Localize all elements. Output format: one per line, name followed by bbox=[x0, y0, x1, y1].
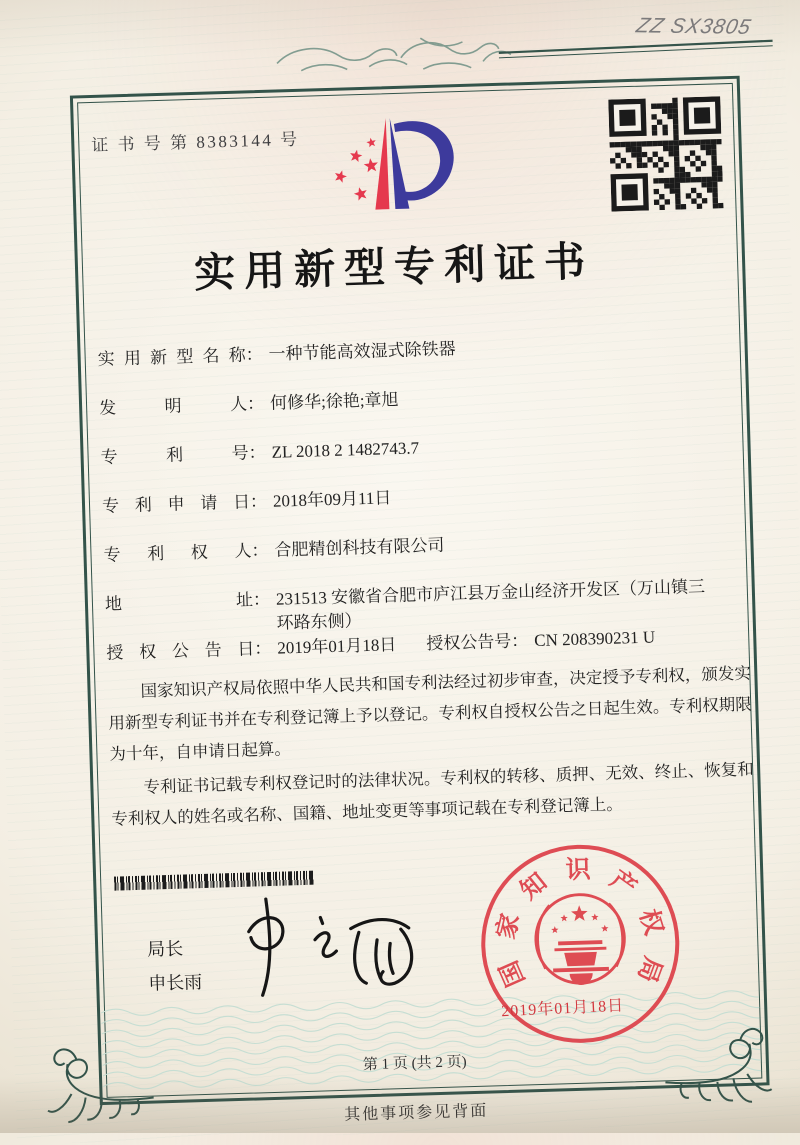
qr-module bbox=[662, 125, 667, 130]
qr-module bbox=[673, 124, 678, 129]
qr-module bbox=[654, 189, 659, 194]
qr-module bbox=[664, 178, 669, 183]
qr-module bbox=[696, 166, 701, 171]
qr-module bbox=[620, 142, 625, 147]
qr-module bbox=[663, 130, 668, 135]
qr-module bbox=[712, 187, 717, 192]
field-row-name: 实用新型名称 ： 一种节能高效湿式除铁器 bbox=[97, 329, 718, 396]
qr-module bbox=[690, 161, 695, 166]
qr-module bbox=[717, 171, 722, 176]
qr-module bbox=[615, 153, 620, 158]
seal-character: 产 bbox=[605, 865, 642, 903]
qr-module bbox=[707, 177, 712, 182]
qr-module bbox=[701, 177, 706, 182]
qr-module bbox=[665, 199, 670, 204]
qr-module bbox=[672, 103, 677, 108]
qr-module bbox=[690, 150, 695, 155]
qr-module bbox=[631, 152, 636, 157]
seal-date: 2019年01月18日 bbox=[500, 997, 625, 1021]
officer-block bbox=[147, 931, 203, 1001]
qr-module bbox=[691, 198, 696, 203]
field-row-grant: 授权公告日 ： 2019年01月18日 授权公告号 ： CN 208390231 U bbox=[106, 623, 727, 690]
qr-module bbox=[636, 152, 641, 157]
star-icon bbox=[551, 926, 559, 933]
officer-name: 申长雨 bbox=[147, 972, 203, 994]
signature-handwriting bbox=[228, 884, 431, 1005]
qr-module bbox=[662, 103, 667, 108]
page-number: 第 1 页 (共 2 页) bbox=[362, 1054, 467, 1074]
qr-module bbox=[642, 162, 647, 167]
qr-module bbox=[651, 104, 656, 109]
qr-module bbox=[711, 144, 716, 149]
field-row-inventors: 发明人 ： 何修华;徐艳;章旭 bbox=[99, 378, 720, 445]
field-row-filing-date: 专利申请日 ： 2018年09月11日 bbox=[102, 476, 723, 543]
qr-module bbox=[673, 140, 678, 145]
qr-module bbox=[712, 182, 717, 187]
qr-module bbox=[711, 160, 716, 165]
star-icon bbox=[571, 905, 588, 921]
qr-module bbox=[674, 162, 679, 167]
qr-module bbox=[712, 176, 717, 181]
seal-character: 识 bbox=[565, 856, 591, 885]
qr-module bbox=[697, 204, 702, 209]
field-label: 授权公告号 bbox=[426, 631, 512, 654]
cnipa-logo bbox=[324, 110, 478, 238]
qr-module bbox=[647, 141, 652, 146]
qr-module bbox=[674, 146, 679, 151]
qr-module bbox=[684, 140, 689, 145]
qr-module bbox=[675, 188, 680, 193]
qr-module bbox=[652, 141, 657, 146]
qr-module bbox=[701, 182, 706, 187]
qr-module bbox=[679, 140, 684, 145]
qr-module bbox=[642, 152, 647, 157]
qr-module bbox=[675, 199, 680, 204]
qr-module bbox=[717, 166, 722, 171]
qr-module bbox=[712, 166, 717, 171]
qr-module bbox=[696, 177, 701, 182]
star-icon bbox=[350, 150, 362, 163]
qr-module bbox=[700, 139, 705, 144]
qr-module bbox=[667, 114, 672, 119]
field-label: 实用新型名称 bbox=[97, 345, 246, 369]
field-value: 2019年01月18日 bbox=[277, 635, 397, 658]
seal-character: 家 bbox=[492, 911, 525, 942]
qr-module bbox=[663, 141, 668, 146]
legal-text bbox=[107, 658, 755, 838]
certificate-title: 实用新型专利证书 bbox=[193, 238, 595, 296]
qr-module bbox=[647, 157, 652, 162]
field-label: 专利号 bbox=[100, 443, 249, 467]
qr-module bbox=[685, 172, 690, 177]
qr-module bbox=[674, 156, 679, 161]
qr-module bbox=[626, 147, 631, 152]
field-value: 一种节能高效湿式除铁器 bbox=[268, 339, 456, 364]
qr-module bbox=[669, 183, 674, 188]
qr-module bbox=[673, 114, 678, 119]
qr-module bbox=[673, 135, 678, 140]
qr-module bbox=[662, 109, 667, 114]
national-emblem bbox=[529, 887, 632, 994]
qr-module bbox=[668, 140, 673, 145]
field-value: ZL 2018 2 1482743.7 bbox=[271, 438, 420, 462]
qr-module bbox=[672, 98, 677, 103]
star-icon bbox=[335, 170, 347, 183]
qr-module bbox=[625, 142, 630, 147]
qr-module bbox=[659, 178, 664, 183]
qr-module bbox=[652, 152, 657, 157]
field-row-address: 地址 ： 231513 安徽省合肥市庐江县万金山经济开发区（万山镇三环路东侧） bbox=[105, 574, 726, 641]
qr-module bbox=[667, 103, 672, 108]
qr-module bbox=[685, 156, 690, 161]
certificate-number: 证 书 号 第 8383144 号 bbox=[91, 129, 300, 155]
qr-module bbox=[626, 163, 631, 168]
field-value: 231513 安徽省合肥市庐江县万金山经济开发区（万山镇三环路东侧） bbox=[275, 576, 706, 633]
qr-module bbox=[657, 119, 662, 124]
star-icon bbox=[364, 158, 379, 172]
qr-module bbox=[641, 141, 646, 146]
qr-module bbox=[652, 130, 657, 135]
legal-paragraph-2: 专利证书记载专利权登记时的法律状况。专利权的转移、质押、无效、终止、恢复和专利权人的姓名或名称、国籍、地址变更等事项记载在专利登记簿上。 bbox=[111, 759, 754, 829]
qr-module bbox=[685, 177, 690, 182]
qr-module bbox=[712, 192, 717, 197]
qr-module bbox=[673, 119, 678, 124]
qr-module bbox=[717, 176, 722, 181]
qr-module bbox=[669, 178, 674, 183]
qr-module bbox=[663, 162, 668, 167]
qr-module bbox=[670, 188, 675, 193]
qr-module bbox=[637, 157, 642, 162]
field-row-patentee: 专利权人 ： 合肥精创科技有限公司 bbox=[103, 525, 724, 592]
qr-module bbox=[621, 158, 626, 163]
qr-module bbox=[675, 204, 680, 209]
qr-module bbox=[664, 183, 669, 188]
qr-module bbox=[695, 156, 700, 161]
qr-module bbox=[706, 150, 711, 155]
qr-module bbox=[673, 108, 678, 113]
qr-module bbox=[659, 205, 664, 210]
star-icon bbox=[591, 913, 599, 920]
qr-module bbox=[668, 146, 673, 151]
qr-module bbox=[675, 178, 680, 183]
qr-module bbox=[694, 107, 710, 123]
qr-module bbox=[696, 193, 701, 198]
qr-module bbox=[615, 142, 620, 147]
qr-module bbox=[713, 198, 718, 203]
qr-module bbox=[675, 183, 680, 188]
qr-module bbox=[691, 177, 696, 182]
qr-module bbox=[668, 151, 673, 156]
star-icon bbox=[366, 138, 376, 148]
qr-module bbox=[636, 147, 641, 152]
seal-character: 权 bbox=[633, 906, 668, 939]
star-icon bbox=[354, 187, 367, 201]
qr-module bbox=[674, 167, 679, 172]
qr-module bbox=[712, 171, 717, 176]
qr-module bbox=[695, 140, 700, 145]
qr-module bbox=[610, 158, 615, 163]
qr-module bbox=[615, 163, 620, 168]
qr-module bbox=[636, 141, 641, 146]
qr-module bbox=[658, 167, 663, 172]
qr-module bbox=[656, 103, 661, 108]
qr-module bbox=[631, 147, 636, 152]
qr-module bbox=[658, 157, 663, 162]
qr-module bbox=[701, 161, 706, 166]
qr-module bbox=[631, 141, 636, 146]
field-label: 地址 bbox=[104, 590, 254, 614]
qr-module bbox=[680, 177, 685, 182]
seal-character: 知 bbox=[515, 868, 553, 906]
field-list bbox=[97, 329, 727, 690]
qr-module bbox=[681, 204, 686, 209]
seal-character: 局 bbox=[632, 952, 667, 986]
qr-module bbox=[663, 146, 668, 151]
field-label: 发明人 bbox=[98, 394, 248, 418]
qr-module bbox=[707, 182, 712, 187]
qr-module bbox=[711, 139, 716, 144]
qr-code bbox=[608, 96, 723, 211]
star-icon bbox=[560, 914, 568, 921]
qr-module bbox=[689, 140, 694, 145]
qr-module bbox=[680, 167, 685, 172]
officer-title: 局长 bbox=[146, 938, 184, 960]
qr-module bbox=[651, 114, 656, 119]
field-row-patent-no: 专利号 ： ZL 2018 2 1482743.7 bbox=[100, 427, 721, 494]
star-icon bbox=[601, 925, 609, 932]
seal-character: 国 bbox=[495, 956, 531, 991]
qr-module bbox=[674, 151, 679, 156]
qr-module bbox=[675, 194, 680, 199]
qr-module bbox=[637, 163, 642, 168]
qr-module bbox=[610, 142, 615, 147]
qr-module bbox=[711, 155, 716, 160]
qr-module bbox=[702, 198, 707, 203]
qr-module bbox=[707, 187, 712, 192]
field-value: 合肥精创科技有限公司 bbox=[274, 535, 445, 560]
qr-module bbox=[673, 130, 678, 135]
qr-module bbox=[674, 172, 679, 177]
qr-module bbox=[713, 203, 718, 208]
qr-module bbox=[653, 162, 658, 167]
field-value: 2018年09月11日 bbox=[272, 488, 392, 511]
qr-module bbox=[686, 193, 691, 198]
field-label: 授权公告日 bbox=[106, 639, 255, 663]
field-label: 专利申请日 bbox=[101, 492, 251, 516]
legal-paragraph-1: 国家知识产权局依照中华人民共和国专利法经过初步审查，决定授予专利权，颁发实用新型专利证书并在专利登记簿上予以登记。专利权自授权公告之日起生效。专利权期限为十年，自申请日起算。 bbox=[108, 663, 753, 764]
field-value: CN 208390231 U bbox=[533, 627, 656, 651]
field-value: 何修华;徐艳;章旭 bbox=[269, 389, 399, 413]
qr-module bbox=[619, 109, 635, 125]
qr-module bbox=[652, 125, 657, 130]
qr-module bbox=[654, 199, 659, 204]
qr-module bbox=[711, 150, 716, 155]
qr-module bbox=[659, 194, 664, 199]
qr-module bbox=[680, 172, 685, 177]
qr-module bbox=[705, 139, 710, 144]
qr-module bbox=[653, 178, 658, 183]
qr-module bbox=[716, 139, 721, 144]
qr-module bbox=[691, 188, 696, 193]
qr-module bbox=[706, 145, 711, 150]
qr-module bbox=[657, 141, 662, 146]
qr-module bbox=[700, 145, 705, 150]
field-label: 专利权人 bbox=[103, 541, 252, 565]
qr-module bbox=[667, 108, 672, 113]
grant-number-pair: 授权公告号 ： CN 208390231 U bbox=[426, 625, 656, 656]
handwritten-code: ZZ SX3805 bbox=[634, 14, 754, 39]
qr-module bbox=[621, 184, 637, 200]
back-note: 其他事项参见背面 bbox=[343, 1102, 489, 1124]
qr-module bbox=[718, 203, 723, 208]
